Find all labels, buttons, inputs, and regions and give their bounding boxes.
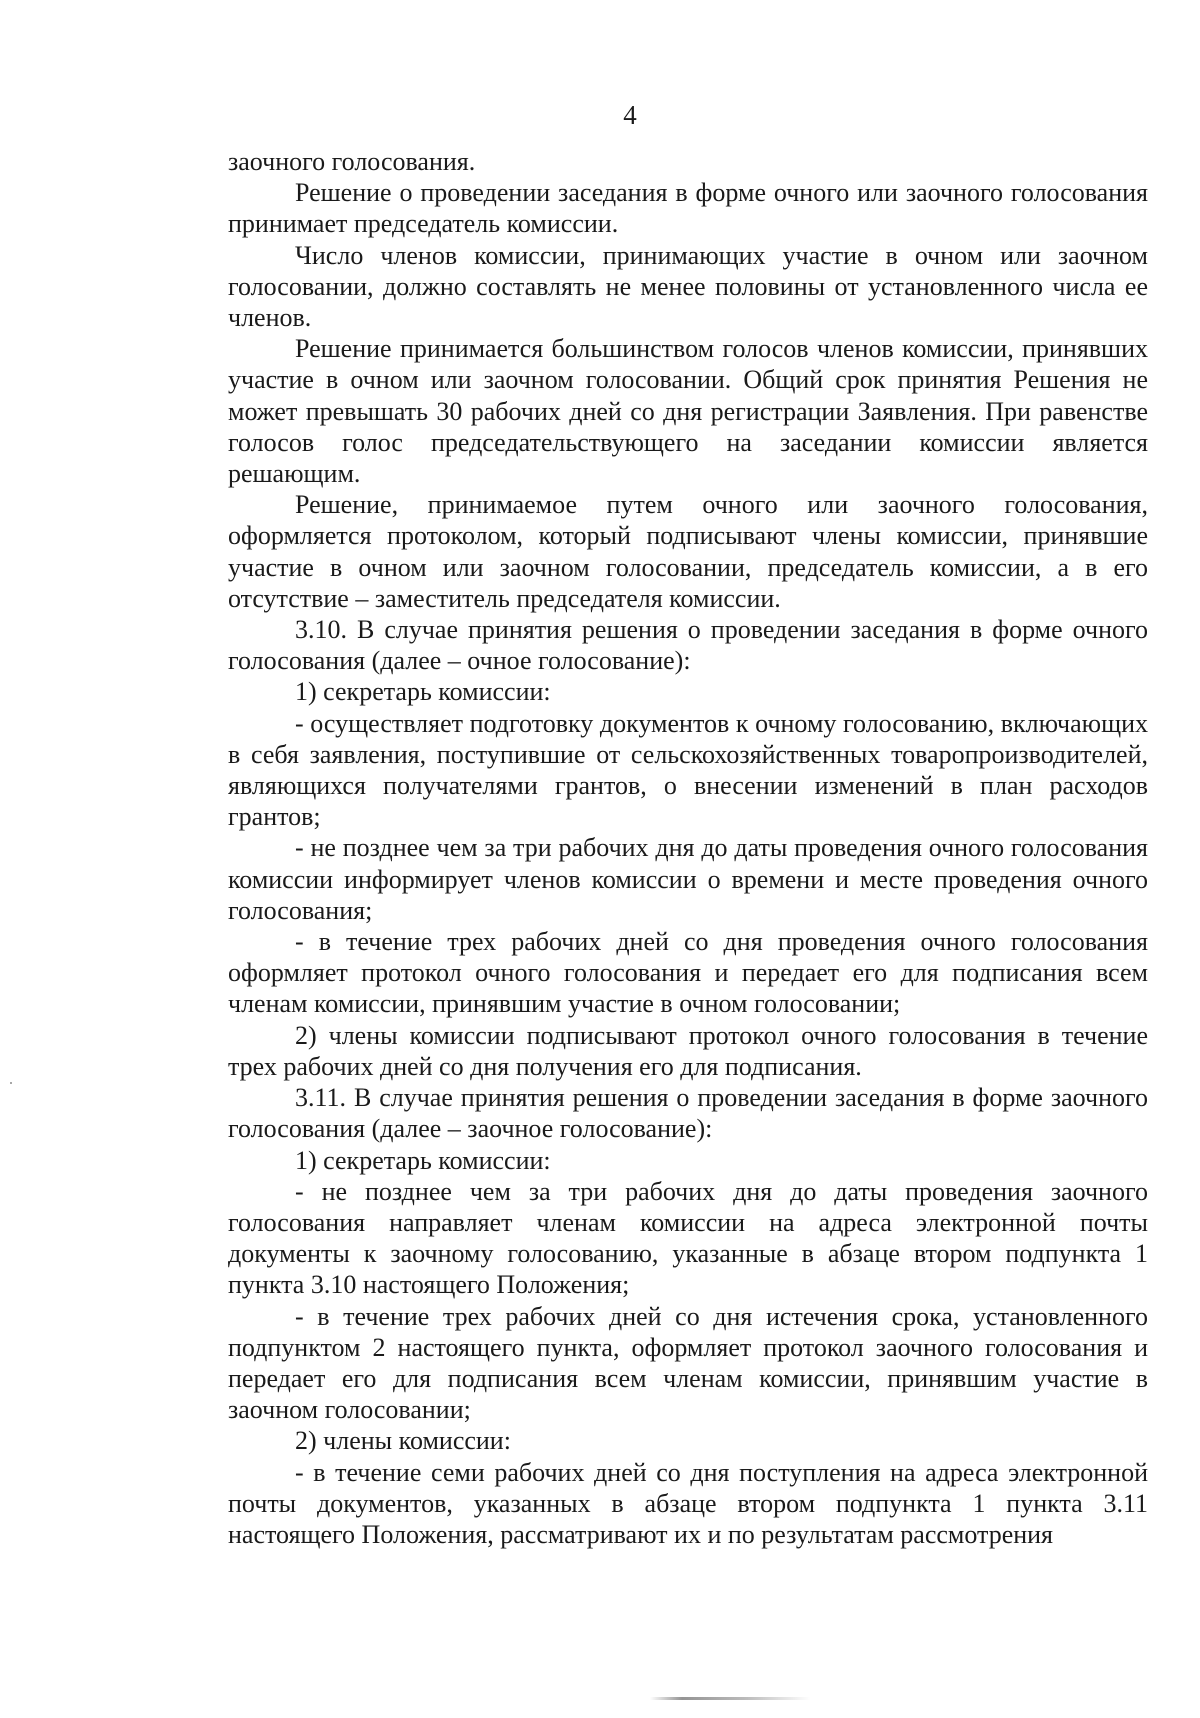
- list-item: - в течение трех рабочих дней со дня проведения очного голосования оформляет протокол очного голосования и передает его для подписания всем членам комиссии, принявшим участие в очном голосовании;: [228, 927, 1148, 1019]
- list-item: - в течение семи рабочих дней со дня поступления на адреса электронной почты документов, указанных в абзаце втором подпункта 1 пункта 3.11 настоящего Положения, рассматривают их и по результатам рассмотрения: [228, 1457, 1148, 1549]
- paragraph: Решение, принимаемое путем очного или заочного голосования, оформляется протоколом, который подписывают члены комиссии, принявшие участие в очном или заочном голосовании, председатель комиссии, а в его отсутствие – заместитель председателя комиссии.: [228, 490, 1148, 613]
- page-number: 4: [623, 100, 637, 130]
- section-3-10-paragraph: 3.10. В случае принятия решения о проведении заседания в форме очного голосования (далее – очное голосование):: [228, 615, 1148, 676]
- list-item: - осуществляет подготовку документов к очному голосованию, включающих в себя заявления, поступившие от сельскохозяйственных товаропроизводителей, являющихся получателями грантов, о внесении изменений в план расходов грантов;: [228, 708, 1148, 832]
- list-item: - не позднее чем за три рабочих дня до даты проведения заочного голосования направляет членам комиссии на адреса электронной почты документы к заочному голосованию, указанные в абзаце втором подпункта 1 пункта 3.10 настоящего Положения;: [228, 1176, 1148, 1300]
- document-body: [228, 146, 1148, 1550]
- subpoint-paragraph: 2) члены комиссии подписывают протокол очного голосования в течение трех рабочих дней со дня получения его для подписания.: [228, 1020, 1148, 1081]
- paragraph: Число членов комиссии, принимающих участие в очном или заочном голосовании, должно составлять не менее половины от установленного числа ее членов.: [228, 240, 1148, 333]
- subpoint-heading: 1) секретарь комиссии:: [295, 677, 551, 707]
- paragraph: Решение принимается большинством голосов членов комиссии, принявших участие в очном или заочном голосовании. Общий срок принятия Решения не может превышать 30 рабочих дней со дня регистрации Заявления. При равенстве голосов голос председательствующего на заседании комиссии является решающим.: [228, 334, 1148, 489]
- paragraph: заочного голосования.: [228, 147, 476, 176]
- section-3-11-paragraph: 3.11. В случае принятия решения о проведении заседания в форме заочного голосования (далее – заочное голосование):: [228, 1083, 1148, 1144]
- scan-artifact: [650, 1697, 810, 1700]
- subpoint-heading: 1) секретарь комиссии:: [295, 1145, 551, 1175]
- scan-speck: [10, 1082, 12, 1084]
- list-item: - не позднее чем за три рабочих дня до даты проведения очного голосования комиссии информирует членов комиссии о времени и месте проведения очного голосования;: [228, 833, 1148, 925]
- subpoint-heading: 2) члены комиссии:: [295, 1426, 511, 1456]
- list-item: - в течение трех рабочих дней со дня истечения срока, установленного подпунктом 2 настоящего пункта, оформляет протокол заочного голосования и передает его для подписания всем членам комиссии, принявшим участие в заочном голосовании;: [228, 1301, 1148, 1425]
- paragraph: Решение о проведении заседания в форме очного или заочного голосования принимает председатель комиссии.: [228, 178, 1148, 239]
